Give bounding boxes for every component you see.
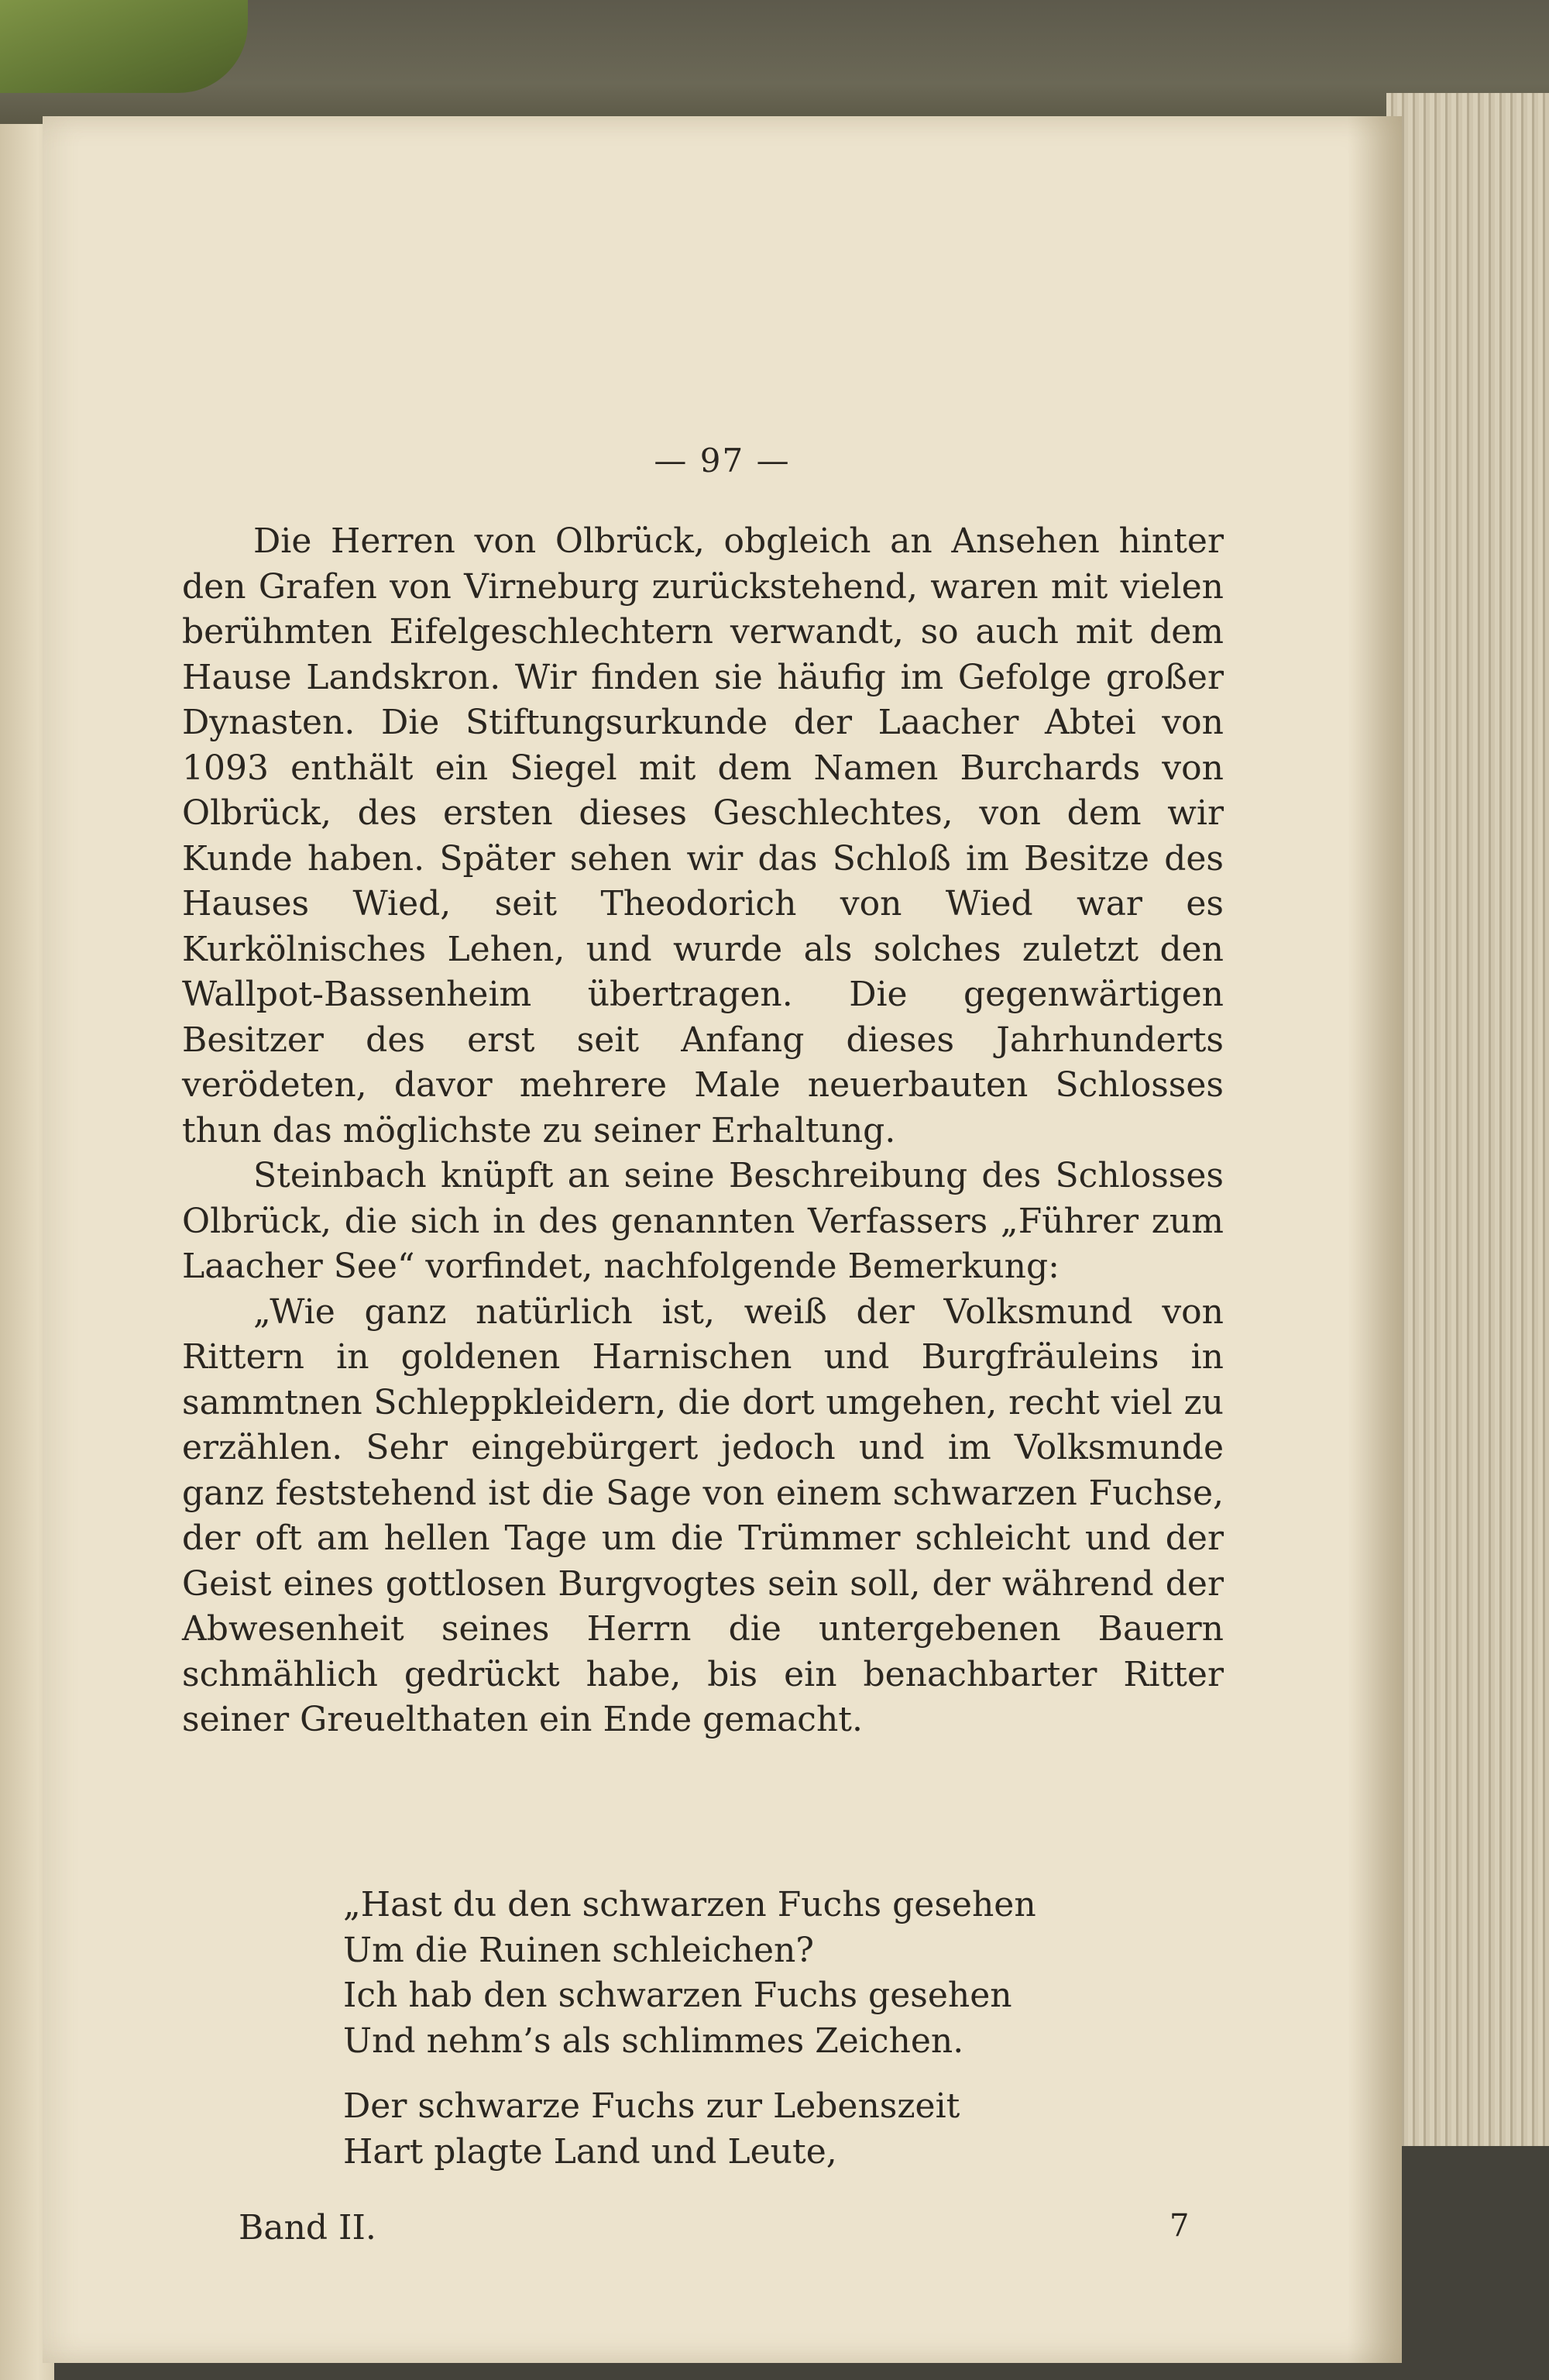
paragraph-3: „Wie ganz natürlich ist, weiß der Volksmund von Rittern in goldenen Harnischen und Burgfräuleins in sammtnen Schleppkleidern, die dort umgehen, recht viel zu erzählen. Sehr eingebürgert jedoch und im Volksmunde ganz feststehend ist die Sage von einem schwarzen Fuchse, der oft am hellen Tage um die Trümmer schleicht und der Geist eines gottlosen Burgvogtes sein soll, der während der Abwesenheit seines Herrn die untergebenen Bauern schmählich gedrückt habe, bis ein benachbarter Ritter seiner Greuelthaten ein Ende gemacht. [182,1291,1224,1739]
verse-line: Und nehm’s als schlimmes Zeichen. [343,2021,964,2061]
volume-footer: Band II. [239,2208,376,2248]
verse-stanza-1 [343,1883,1195,2064]
bookmark-ribbon [0,0,248,93]
verse-stanza-2 [343,2084,1195,2175]
book-page [43,116,1402,2363]
paragraph-1: Die Herren von Olbrück, obgleich an Ansehen hinter den Grafen von Virneburg zurückstehend, waren mit vielen berühmten Eifelgeschlechtern verwandt, so auch mit dem Hause Landskron. Wir finden sie häufig im Gefolge großer Dynasten. Die Stiftungsurkunde der Laacher Abtei von 1093 enthält ein Siegel mit dem Namen Burchards von Olbrück, des ersten dieses Geschlechtes, von dem wir Kunde haben. Später sehen wir das Schloß im Besitze des Hauses Wied, seit Theodorich von Wied war es Kurkölnisches Lehen, und wurde als solches zuletzt den Wallpot-Bassenheim übertragen. Die gegenwärtigen Besitzer des erst seit Anfang dieses Jahrhunderts verödeten, davor mehrere Male neuerbauten Schlosses thun das möglichste zu seiner Erhaltung. [182,521,1224,1150]
verse-line: „Hast du den schwarzen Fuchs gesehen [343,1885,1036,1924]
page-stack-edge [1386,93,1549,2146]
verse-line: Um die Ruinen schleichen? [343,1930,814,1970]
paragraph-2: Steinbach knüpft an seine Beschreibung des Schlosses Olbrück, die sich in des genannten Verfassers „Führer zum Laacher See“ vorfindet, nachfolgende Bemerkung: [182,1156,1224,1286]
signature-mark: 7 [1169,2208,1190,2244]
verse-line: Der schwarze Fuchs zur Lebenszeit [343,2086,960,2126]
page-number-header: — 97 — [654,442,791,480]
body-text [182,519,1224,1743]
verse-line: Hart plagte Land und Leute, [343,2131,837,2172]
verse-line: Ich hab den schwarzen Fuchs gesehen [343,1976,1012,2015]
page-gutter-shadow [1348,116,1402,2363]
